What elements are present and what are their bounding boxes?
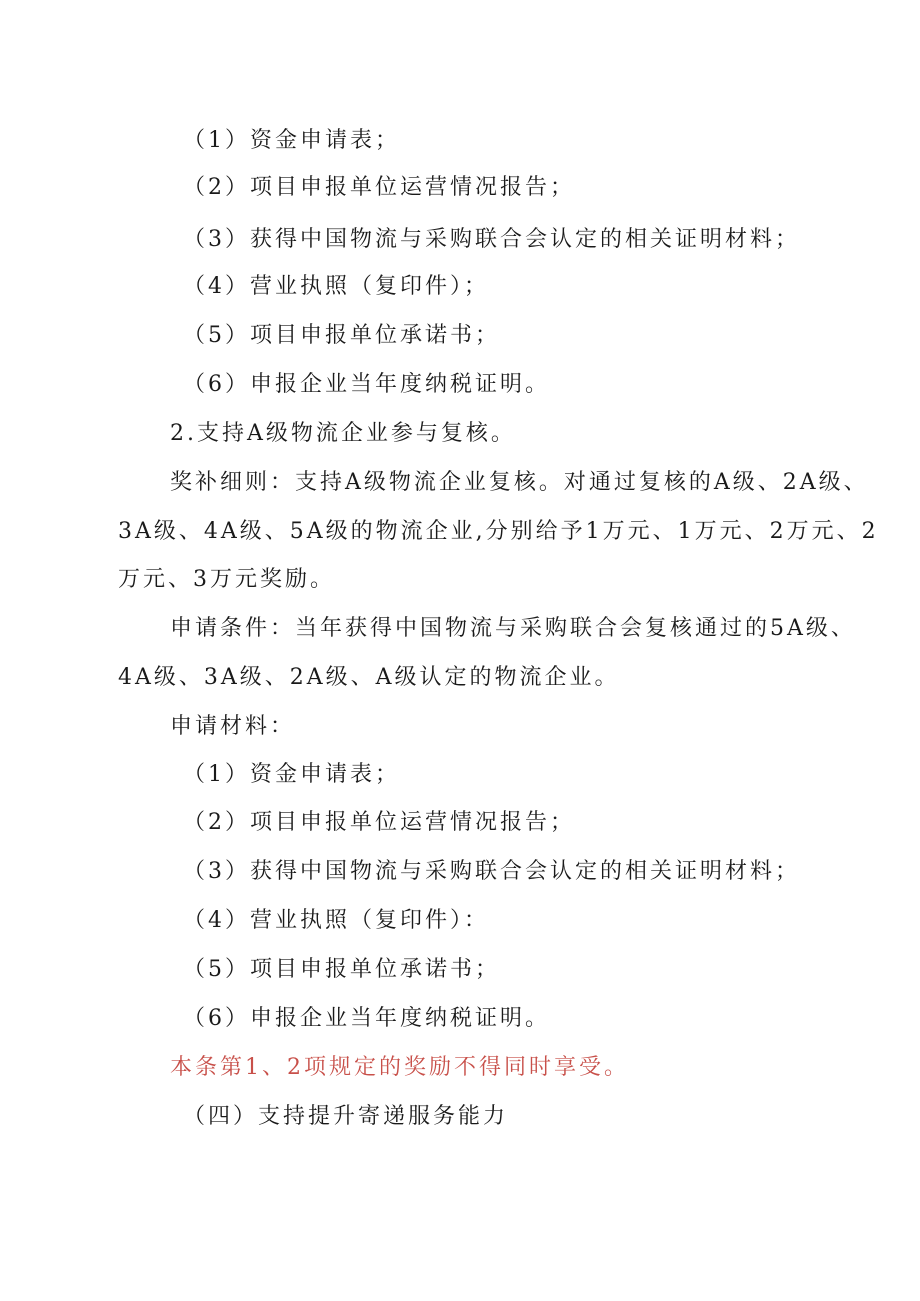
materials-label: 申请材料： xyxy=(170,714,296,739)
list-b-item-1: （1）资金申请表； xyxy=(183,762,400,787)
list-a-item-4: （4）营业执照（复印件）； xyxy=(183,274,489,299)
section-heading-4: （四）支持提升寄递服务能力 xyxy=(183,1104,509,1129)
condition-line-2: 4A级、3A级、2A级、A级认定的物流企业。 xyxy=(118,665,620,690)
list-a-item-1: （1）资金申请表； xyxy=(183,128,400,153)
condition-line-1: 申请条件：当年获得中国物流与采购联合会复核通过的5A级、 xyxy=(170,616,856,641)
list-b-item-3: （3）获得中国物流与采购联合会认定的相关证明材料； xyxy=(183,859,800,884)
list-b-item-4: （4）营业执照（复印件）： xyxy=(183,908,489,933)
reward-line-1: 奖补细则：支持A级物流企业复核。对通过复核的A级、2A级、 xyxy=(170,470,869,495)
reward-line-3: 万元、3万元奖励。 xyxy=(118,567,335,592)
item-2-heading: 2.支持A级物流企业参与复核。 xyxy=(170,421,516,446)
list-b-item-6: （6）申报企业当年度纳税证明。 xyxy=(183,1006,550,1031)
list-a-item-5: （5）项目申报单位承诺书； xyxy=(183,323,500,348)
reward-line-2: 3A级、4A级、5A级的物流企业,分别给予1万元、1万元、2万元、2 xyxy=(118,519,879,544)
note-no-double-reward: 本条第1、2项规定的奖励不得同时享受。 xyxy=(170,1055,629,1080)
list-a-item-3: （3）获得中国物流与采购联合会认定的相关证明材料； xyxy=(183,227,800,252)
list-a-item-6: （6）申报企业当年度纳税证明。 xyxy=(183,372,550,397)
list-b-item-5: （5）项目申报单位承诺书； xyxy=(183,957,500,982)
list-a-item-2: （2）项目申报单位运营情况报告； xyxy=(183,175,575,200)
list-b-item-2: （2）项目申报单位运营情况报告； xyxy=(183,810,575,835)
